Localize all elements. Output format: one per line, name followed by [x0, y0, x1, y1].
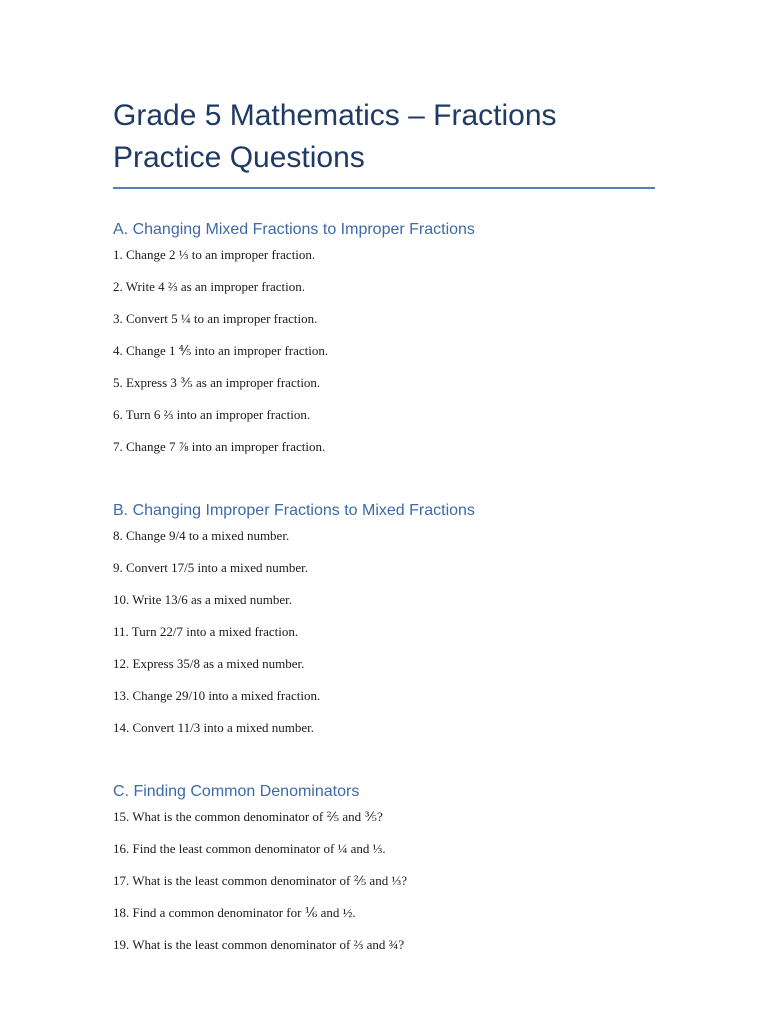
question-item: 9. Convert 17/5 into a mixed number. — [113, 560, 308, 575]
section-heading: B. Changing Improper Fractions to Mixed Fractions — [113, 502, 475, 519]
question-item: 14. Convert 11/3 into a mixed number. — [113, 720, 314, 735]
question-item: 7. Change 7 ⅞ into an improper fraction. — [113, 439, 326, 454]
question-item: 3. Convert 5 ¼ to an improper fraction. — [113, 311, 318, 326]
question-item: 8. Change 9/4 to a mixed number. — [113, 528, 290, 543]
page-title — [113, 95, 655, 179]
question-item: 5. Express 3 ⅗ as an improper fraction. — [113, 375, 321, 390]
question-item: 18. Find a common denominator for ⅙ and ½. — [113, 905, 356, 920]
question-list — [113, 527, 655, 751]
question-list — [113, 246, 655, 470]
question-item: 2. Write 4 ⅔ as an improper fraction. — [113, 279, 306, 294]
question-item: 12. Express 35/8 as a mixed number. — [113, 656, 305, 671]
question-item: 10. Write 13/6 as a mixed number. — [113, 592, 293, 607]
question-item: 6. Turn 6 ⅔ into an improper fraction. — [113, 407, 311, 422]
question-item: 1. Change 2 ⅓ to an improper fraction. — [113, 247, 316, 262]
question-item: 4. Change 1 ⅘ into an improper fraction. — [113, 343, 329, 358]
question-item: 13. Change 29/10 into a mixed fraction. — [113, 688, 321, 703]
title-line-2: Practice Questions — [113, 141, 365, 174]
section-c — [113, 781, 655, 968]
document-page — [113, 95, 655, 968]
question-list — [113, 808, 655, 968]
section-heading: A. Changing Mixed Fractions to Improper Fractions — [113, 221, 475, 238]
section-b — [113, 500, 655, 751]
title-divider — [113, 187, 655, 189]
question-item: 17. What is the least common denominator of ⅖ and ⅓? — [113, 873, 407, 888]
question-item: 19. What is the least common denominator of ⅔ and ¾? — [113, 937, 405, 952]
question-item: 11. Turn 22/7 into a mixed fraction. — [113, 624, 299, 639]
section-heading: C. Finding Common Denominators — [113, 783, 360, 800]
title-line-1: Grade 5 Mathematics – Fractions — [113, 99, 557, 132]
question-item: 16. Find the least common denominator of ¼ and ⅓. — [113, 841, 386, 856]
section-a — [113, 219, 655, 470]
question-item: 15. What is the common denominator of ⅖ and ⅗? — [113, 809, 383, 824]
